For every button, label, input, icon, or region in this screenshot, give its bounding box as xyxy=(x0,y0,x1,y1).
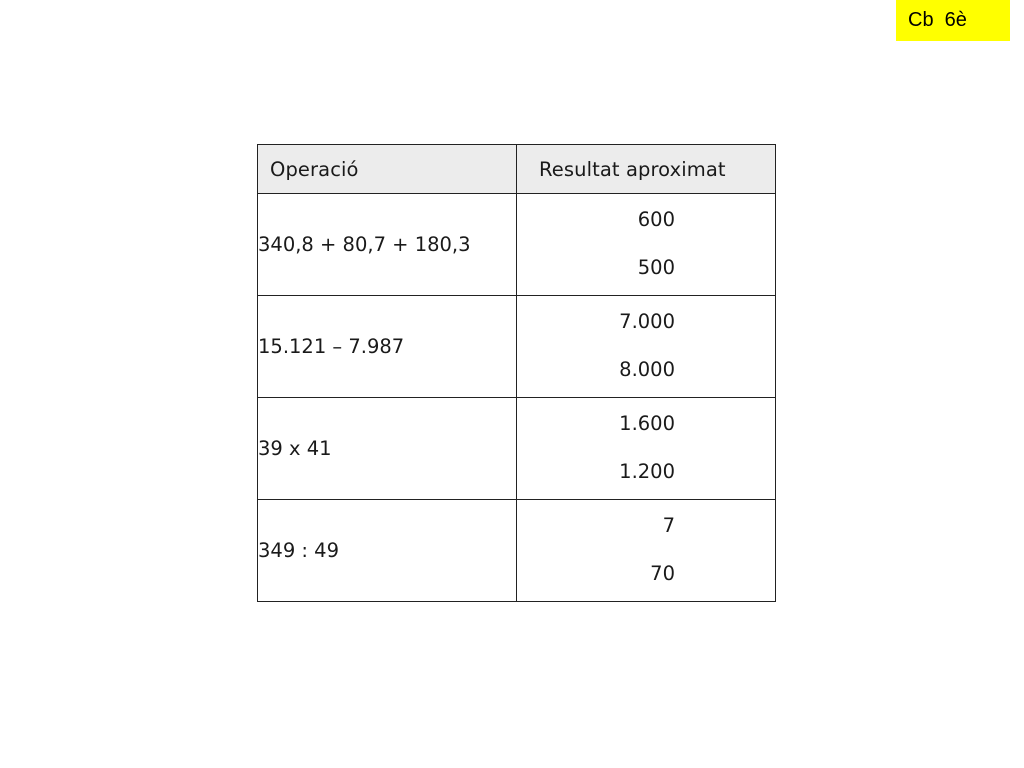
result-option[interactable]: 500 xyxy=(637,256,675,279)
result-cell xyxy=(517,398,776,500)
course-tag: Cb 6è xyxy=(896,0,1010,41)
operation-cell: 349 : 49 xyxy=(258,500,517,602)
operation-cell: 340,8 + 80,7 + 180,3 xyxy=(258,194,517,296)
table-header-row xyxy=(258,145,776,194)
result-option[interactable]: 1.600 xyxy=(619,412,675,435)
result-cell xyxy=(517,296,776,398)
table-row xyxy=(258,500,776,602)
result-option[interactable]: 7.000 xyxy=(619,310,675,333)
result-cell xyxy=(517,194,776,296)
table-row xyxy=(258,398,776,500)
result-option[interactable]: 70 xyxy=(650,562,675,585)
result-option[interactable]: 600 xyxy=(637,208,675,231)
result-option[interactable]: 7 xyxy=(662,514,675,537)
operation-cell: 15.121 – 7.987 xyxy=(258,296,517,398)
result-option[interactable]: 1.200 xyxy=(619,460,675,483)
result-option[interactable]: 8.000 xyxy=(619,358,675,381)
header-operation: Operació xyxy=(258,145,517,194)
operation-cell: 39 x 41 xyxy=(258,398,517,500)
header-approx-result: Resultat aproximat xyxy=(517,145,776,194)
operations-table xyxy=(257,144,776,602)
table-row xyxy=(258,194,776,296)
result-cell xyxy=(517,500,776,602)
table-row xyxy=(258,296,776,398)
